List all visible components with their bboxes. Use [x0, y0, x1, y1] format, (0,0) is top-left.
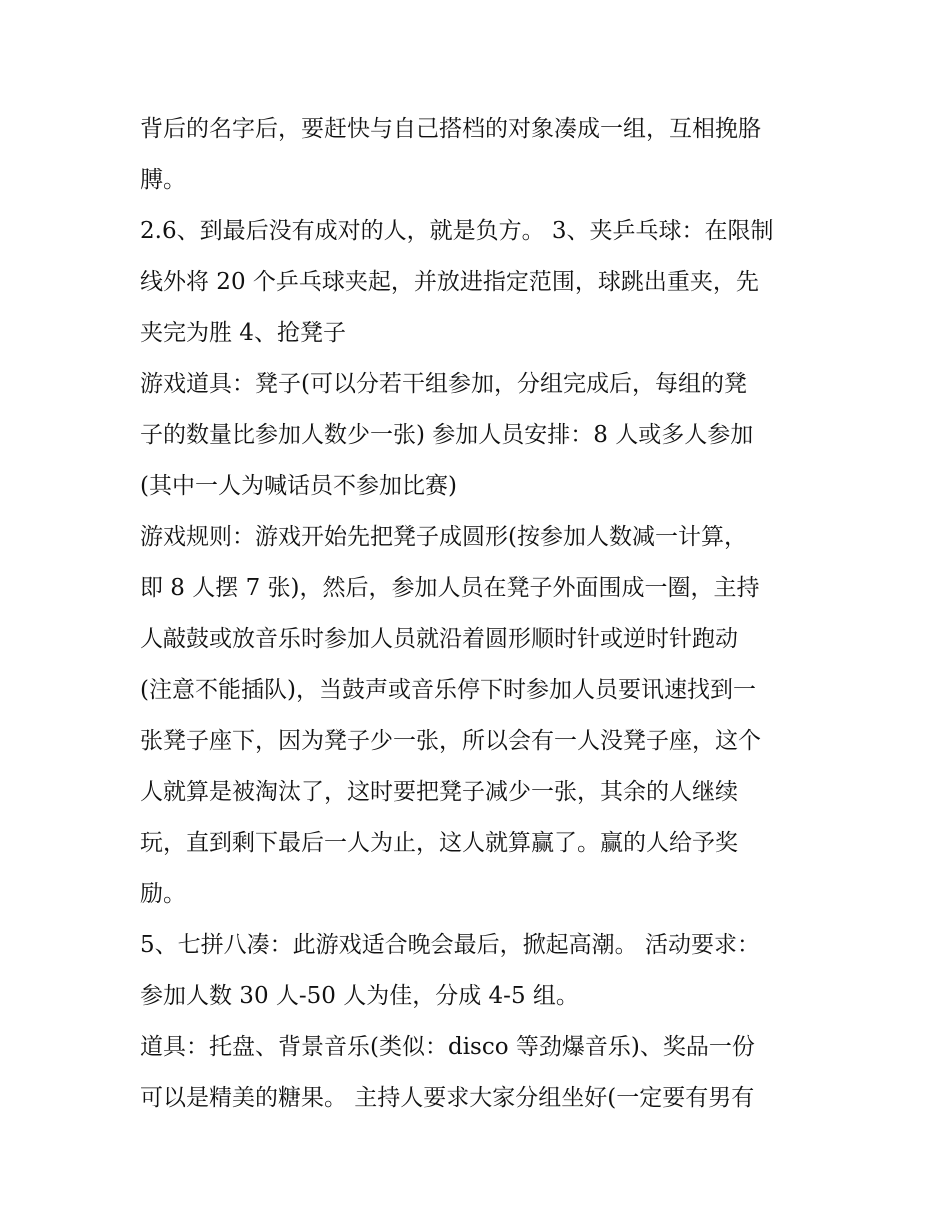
text-line: 励。 — [140, 881, 186, 907]
text-line: (注意不能插队)，当鼓声或音乐停下时参加人员要讯速找到一 — [140, 677, 756, 703]
text-line: 5、七拼八凑：此游戏适合晚会最后，掀起高潮。 活动要求： — [140, 932, 760, 958]
text-line: 参加人数 30 人-50 人为佳，分成 4-5 组。 — [140, 983, 579, 1009]
text-line: 2.6、到最后没有成对的人，就是负方。 3、夹乒乓球：在限制 — [140, 218, 774, 244]
text-line: 人就算是被淘汰了，这时要把凳子减少一张，其余的人继续 — [140, 779, 738, 805]
document-body — [140, 104, 820, 1124]
text-line: (其中一人为喊话员不参加比赛) — [140, 473, 457, 499]
text-line: 背后的名字后，要赶快与自己搭档的对象凑成一组，互相挽胳 — [140, 116, 761, 142]
text-line: 子的数量比参加人数少一张) 参加人员安排：8 人或多人参加 — [140, 422, 754, 448]
text-line: 游戏规则：游戏开始先把凳子成圆形(按参加人数减一计算， — [140, 524, 747, 550]
text-line: 张凳子座下，因为凳子少一张，所以会有一人没凳子座，这个 — [140, 728, 761, 754]
text-line: 可以是精美的糖果。 主持人要求大家分组坐好(一定要有男有 — [140, 1085, 755, 1111]
text-line: 夹完为胜 4、抢凳子 — [140, 320, 346, 346]
text-line: 膊。 — [140, 167, 186, 193]
text-line: 人敲鼓或放音乐时参加人员就沿着圆形顺时针或逆时针跑动 — [140, 626, 738, 652]
text-line: 游戏道具：凳子(可以分若干组参加，分组完成后，每组的凳 — [140, 371, 747, 397]
text-line: 即 8 人摆 7 张)，然后，参加人员在凳子外面围成一圈，主持 — [140, 575, 760, 601]
text-line: 线外将 20 个乒乓球夹起，并放进指定范围，球跳出重夹，先 — [140, 269, 759, 295]
text-line: 道具：托盘、背景音乐(类似：disco 等劲爆音乐)、奖品一份 — [140, 1034, 755, 1060]
text-line: 玩，直到剩下最后一人为止，这人就算赢了。赢的人给予奖 — [140, 830, 738, 856]
